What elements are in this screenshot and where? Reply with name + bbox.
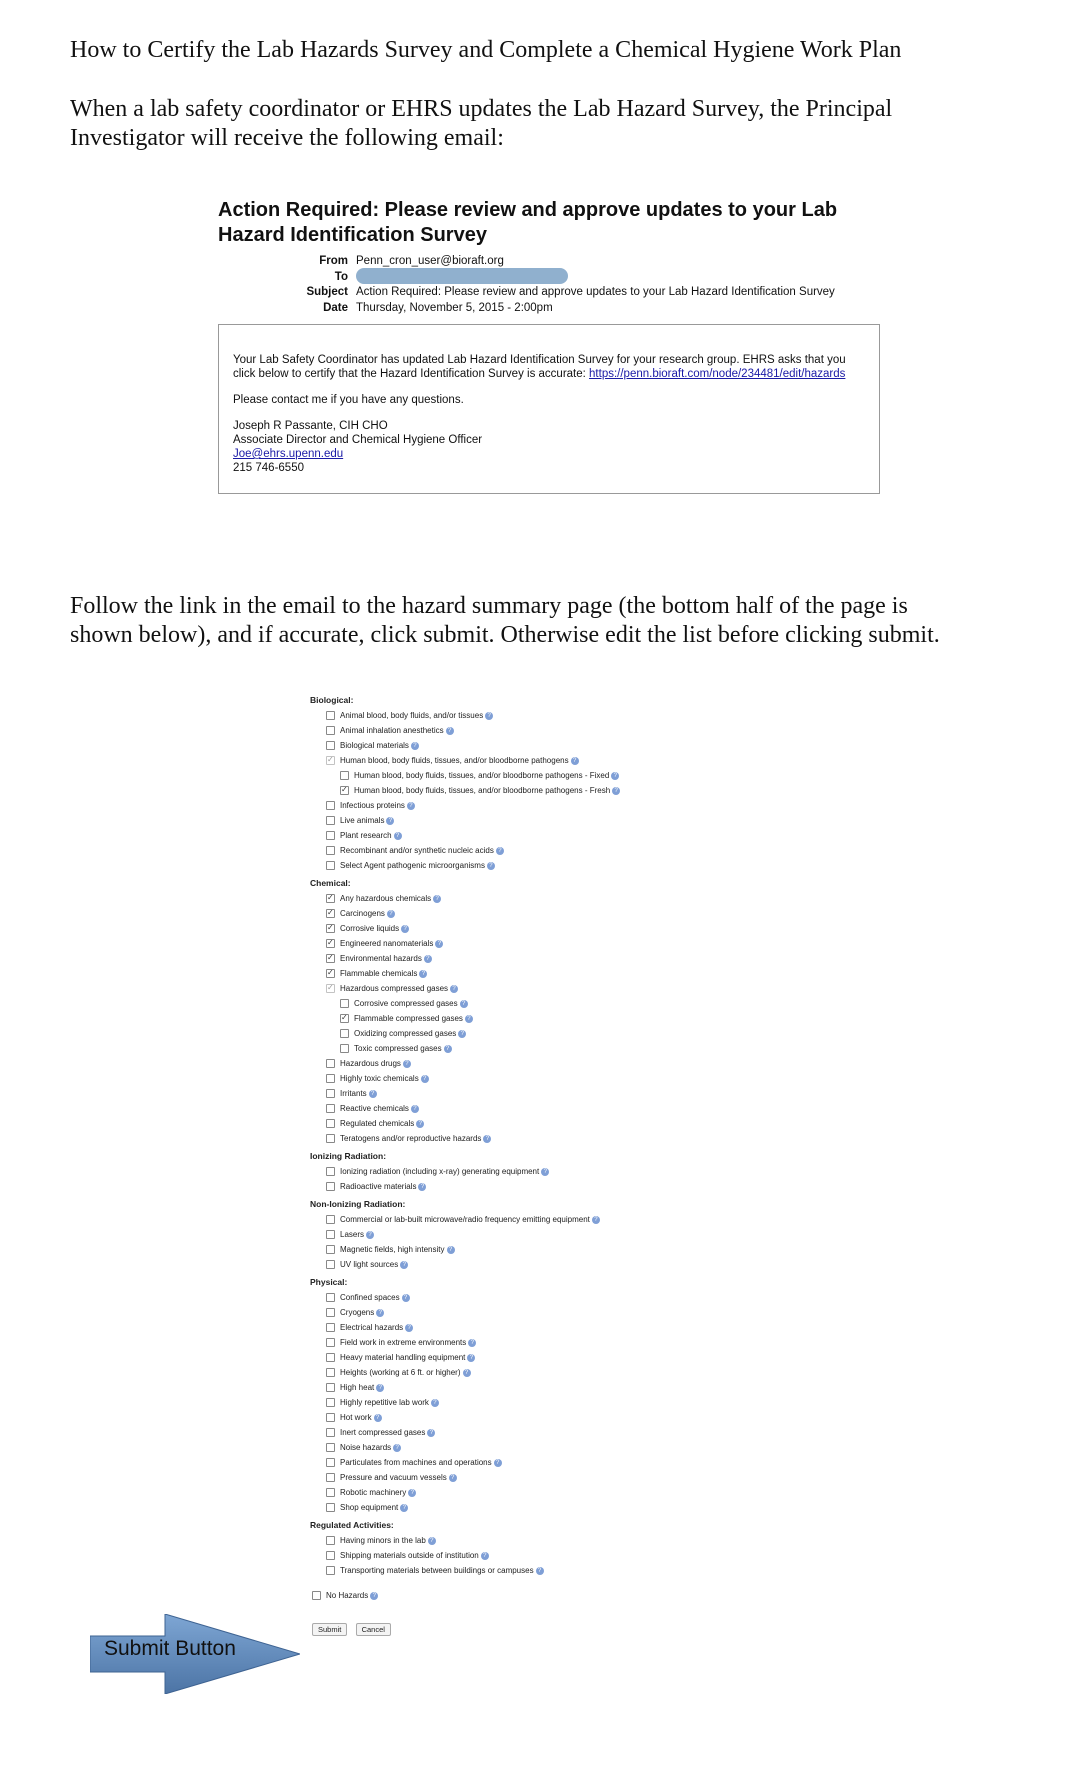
hazard-item[interactable] [310, 708, 810, 723]
hazard-label: Shop equipment [340, 1503, 399, 1512]
help-icon[interactable]: ? [487, 862, 495, 870]
hazard-item[interactable] [310, 1164, 810, 1179]
help-icon[interactable]: ? [496, 847, 504, 855]
help-icon[interactable]: ? [403, 1060, 411, 1068]
hazard-checkbox[interactable] [326, 1230, 335, 1239]
hazard-item[interactable] [310, 1500, 810, 1515]
hazard-label: Biological materials [340, 741, 409, 750]
help-icon[interactable]: ? [370, 1592, 378, 1600]
help-icon[interactable]: ? [427, 1429, 435, 1437]
from-value: Penn_cron_user@bioraft.org [356, 255, 504, 267]
help-icon[interactable]: ? [405, 1324, 413, 1332]
hazard-group-title: Ionizing Radiation: [310, 1151, 387, 1161]
help-icon[interactable]: ? [571, 757, 579, 765]
hazard-label: Environmental hazards [340, 954, 422, 963]
help-icon[interactable]: ? [592, 1216, 600, 1224]
hazard-label: Plant research [340, 831, 392, 840]
help-icon[interactable]: ? [468, 1339, 476, 1347]
hazard-group-title: Chemical: [310, 878, 351, 888]
certify-link[interactable]: https://penn.bioraft.com/node/234481/edit/hazards [589, 368, 846, 381]
help-icon[interactable]: ? [393, 1444, 401, 1452]
hazard-label: Radioactive materials [340, 1182, 417, 1191]
hazard-checkbox[interactable] [326, 1398, 335, 1407]
email-screenshot [218, 198, 918, 494]
hazard-item[interactable] [310, 1290, 810, 1305]
signature [233, 419, 865, 475]
hazard-checkbox[interactable] [326, 1458, 335, 1467]
hazard-item[interactable] [310, 1350, 810, 1365]
help-icon[interactable]: ? [450, 985, 458, 993]
hazard-label: Irritants [340, 1089, 367, 1098]
hazard-label: Any hazardous chemicals [340, 894, 432, 903]
follow-paragraph: Follow the link in the email to the hazard summary page (the bottom half of the page is shown below), and if accurate, click submit. Otherwise edit the list before clicking submit. [70, 593, 940, 648]
hazard-item[interactable] [310, 1101, 810, 1116]
hazard-checkbox[interactable] [326, 831, 335, 840]
hazard-item[interactable] [310, 723, 810, 738]
hazard-checkbox[interactable] [326, 1473, 335, 1482]
hazard-checkbox[interactable] [340, 1014, 349, 1023]
hazard-checkbox[interactable] [340, 771, 349, 780]
help-icon[interactable]: ? [419, 970, 427, 978]
hazard-checkbox[interactable] [326, 1089, 335, 1098]
hazard-label: Infectious proteins [340, 801, 405, 810]
hazard-item[interactable] [310, 858, 810, 873]
hazard-item[interactable] [310, 1041, 810, 1056]
hazard-checkbox[interactable] [326, 894, 335, 903]
help-icon[interactable]: ? [449, 1474, 457, 1482]
hazard-checkbox[interactable] [326, 1119, 335, 1128]
hazard-item[interactable] [310, 1056, 810, 1071]
hazard-checkbox[interactable] [326, 1308, 335, 1317]
help-icon[interactable]: ? [494, 1459, 502, 1467]
hazard-label: Flammable compressed gases [354, 1014, 463, 1023]
hazard-item[interactable] [310, 1563, 810, 1578]
hazard-label: Animal blood, body fluids, and/or tissues [340, 711, 484, 720]
hazard-label: Animal inhalation anesthetics [340, 726, 444, 735]
hazard-label: Heights (working at 6 ft. or higher) [340, 1368, 461, 1377]
hazard-label: Confined spaces [340, 1293, 400, 1302]
hazard-item[interactable] [310, 1026, 810, 1041]
hazard-item[interactable] [310, 1320, 810, 1335]
email-body-paragraph [233, 353, 865, 381]
hazard-label: Engineered nanomaterials [340, 939, 434, 948]
hazard-item[interactable] [310, 1425, 810, 1440]
help-icon[interactable]: ? [411, 1105, 419, 1113]
hazard-checkbox[interactable] [340, 1029, 349, 1038]
document-title: How to Certify the Lab Hazards Survey and Complete a Chemical Hygiene Work Plan [70, 37, 902, 63]
hazard-label: Cryogens [340, 1308, 375, 1317]
help-icon[interactable]: ? [541, 1168, 549, 1176]
help-icon[interactable]: ? [394, 832, 402, 840]
hazard-label: Oxidizing compressed gases [354, 1029, 457, 1038]
hazard-checkbox[interactable] [326, 1104, 335, 1113]
hazard-checkbox[interactable] [326, 1428, 335, 1437]
subject-value: Action Required: Please review and approve updates to your Lab Hazard Identification Survey [356, 286, 835, 299]
hazard-item[interactable] [310, 951, 810, 966]
help-icon[interactable]: ? [485, 712, 493, 720]
help-icon[interactable]: ? [407, 802, 415, 810]
submit-button[interactable]: Submit [312, 1623, 347, 1636]
redacted-recipient [356, 268, 568, 284]
hazard-item[interactable] [310, 843, 810, 858]
help-icon[interactable]: ? [428, 1537, 436, 1545]
hazard-item[interactable] [310, 738, 810, 753]
hazard-checkbox[interactable] [326, 1134, 335, 1143]
hazard-item[interactable] [310, 1212, 810, 1227]
help-icon[interactable]: ? [418, 1183, 426, 1191]
hazard-label: Regulated chemicals [340, 1119, 415, 1128]
hazard-label: Magnetic fields, high intensity [340, 1245, 445, 1254]
help-icon[interactable]: ? [460, 1000, 468, 1008]
contact-line: Please contact me if you have any questions. [233, 394, 464, 407]
hazard-label: Reactive chemicals [340, 1104, 409, 1113]
help-icon[interactable]: ? [444, 1045, 452, 1053]
hazard-label: Noise hazards [340, 1443, 392, 1452]
hazard-checkbox[interactable] [326, 1293, 335, 1302]
hazard-groups [310, 693, 810, 1578]
hazard-checkbox[interactable] [326, 1167, 335, 1176]
from-label: From [319, 255, 348, 267]
hazard-label: Robotic machinery [340, 1488, 407, 1497]
help-icon[interactable]: ? [435, 940, 443, 948]
help-icon[interactable]: ? [467, 1354, 475, 1362]
hazard-label: Lasers [340, 1230, 365, 1239]
hazard-label: Inert compressed gases [340, 1428, 426, 1437]
hazard-item[interactable] [310, 1242, 810, 1257]
sig-title: Associate Director and Chemical Hygiene Officer [233, 434, 483, 447]
help-icon[interactable]: ? [411, 742, 419, 750]
hazard-label: Having minors in the lab [340, 1536, 426, 1545]
hazard-group-title: Non-Ionizing Radiation: [310, 1199, 406, 1209]
subject-label: Subject [306, 286, 348, 299]
help-icon[interactable]: ? [421, 1075, 429, 1083]
help-icon[interactable]: ? [446, 727, 454, 735]
hazard-checkbox[interactable] [326, 741, 335, 750]
help-icon[interactable]: ? [483, 1135, 491, 1143]
hazard-label: Corrosive liquids [340, 924, 400, 933]
no-hazards-label: No Hazards [326, 1591, 369, 1600]
hazard-label: Heavy material handling equipment [340, 1353, 466, 1362]
hazard-label: Electrical hazards [340, 1323, 404, 1332]
hazard-label: Field work in extreme environments [340, 1338, 467, 1347]
help-icon[interactable]: ? [465, 1015, 473, 1023]
cancel-button[interactable]: Cancel [356, 1623, 391, 1636]
help-icon[interactable]: ? [536, 1567, 544, 1575]
hazard-label: Hazardous compressed gases [340, 984, 449, 993]
hazard-survey-form [310, 690, 810, 1636]
email-subject-heading: Action Required: Please review and approve updates to your Lab Hazard Identification Survey [218, 199, 838, 246]
hazard-checkbox[interactable] [326, 801, 335, 810]
help-icon[interactable]: ? [400, 1504, 408, 1512]
help-icon[interactable]: ? [376, 1309, 384, 1317]
help-icon[interactable]: ? [431, 1399, 439, 1407]
hazard-label: Live animals [340, 816, 385, 825]
help-icon[interactable]: ? [401, 925, 409, 933]
hazard-item[interactable] [310, 753, 810, 768]
no-hazards-checkbox[interactable] [312, 1591, 321, 1600]
hazard-label: Hot work [340, 1413, 372, 1422]
hazard-item[interactable] [310, 1470, 810, 1485]
help-icon[interactable]: ? [481, 1552, 489, 1560]
hazard-item[interactable] [310, 1011, 810, 1026]
help-icon[interactable]: ? [612, 787, 620, 795]
hazard-item[interactable] [310, 891, 810, 906]
hazard-item[interactable] [310, 1257, 810, 1272]
hazard-group-title: Biological: [310, 695, 354, 705]
hazard-checkbox[interactable] [326, 1551, 335, 1560]
hazard-item[interactable] [310, 1455, 810, 1470]
help-icon[interactable]: ? [402, 1294, 410, 1302]
hazard-item[interactable] [310, 768, 810, 783]
hazard-checkbox[interactable] [326, 726, 335, 735]
email-body-text: Your Lab Safety Coordinator has updated Lab Hazard Identification Survey for your research group. EHRS asks that you click below to certify that the Hazard Identification Survey is accurate: [233, 354, 846, 381]
help-icon[interactable]: ? [387, 910, 395, 918]
help-icon[interactable]: ? [463, 1369, 471, 1377]
hazard-checkbox[interactable] [326, 1383, 335, 1392]
hazard-item[interactable] [310, 1227, 810, 1242]
hazard-item[interactable] [310, 1440, 810, 1455]
hazard-label: Shipping materials outside of institution [340, 1551, 479, 1560]
hazard-checkbox[interactable] [326, 1353, 335, 1362]
hazard-checkbox[interactable] [326, 1443, 335, 1452]
email-body [218, 324, 880, 494]
email-header-fields [218, 254, 835, 316]
hazard-label: Transporting materials between buildings or campuses [340, 1566, 534, 1575]
hazard-label: Human blood, body fluids, tissues, and/or bloodborne pathogens - Fresh [354, 786, 611, 795]
help-icon[interactable]: ? [447, 1246, 455, 1254]
hazard-checkbox[interactable] [326, 1536, 335, 1545]
hazard-label: Highly toxic chemicals [340, 1074, 419, 1083]
hazard-checkbox[interactable] [326, 1566, 335, 1575]
hazard-item[interactable] [310, 1395, 810, 1410]
help-icon[interactable]: ? [369, 1090, 377, 1098]
hazard-item[interactable] [310, 783, 810, 798]
hazard-item[interactable] [310, 1533, 810, 1548]
hazard-checkbox[interactable] [326, 1059, 335, 1068]
hazard-item[interactable] [310, 936, 810, 951]
hazard-label: Carcinogens [340, 909, 385, 918]
hazard-checkbox[interactable] [340, 1044, 349, 1053]
hazard-item[interactable] [310, 966, 810, 981]
hazard-label: Recombinant and/or synthetic nucleic acids [340, 846, 494, 855]
hazard-label: Human blood, body fluids, tissues, and/or bloodborne pathogens [340, 756, 569, 765]
hazard-checkbox[interactable] [326, 1338, 335, 1347]
hazard-group-title: Physical: [310, 1277, 348, 1287]
hazard-label: High heat [340, 1383, 375, 1392]
hazard-label: Pressure and vacuum vessels [340, 1473, 447, 1482]
hazard-checkbox[interactable] [326, 984, 335, 993]
hazard-checkbox[interactable] [326, 909, 335, 918]
hazard-label: Particulates from machines and operations [340, 1458, 492, 1467]
help-icon[interactable]: ? [376, 1384, 384, 1392]
hazard-checkbox[interactable] [326, 861, 335, 870]
hazard-item[interactable] [310, 1365, 810, 1380]
help-icon[interactable]: ? [386, 817, 394, 825]
help-icon[interactable]: ? [366, 1231, 374, 1239]
date-label: Date [323, 301, 348, 314]
hazard-checkbox[interactable] [326, 711, 335, 720]
hazard-label: Highly repetitive lab work [340, 1398, 429, 1407]
hazard-checkbox[interactable] [326, 1323, 335, 1332]
form-buttons [310, 1623, 810, 1636]
hazard-item[interactable] [310, 1485, 810, 1500]
hazard-checkbox[interactable] [326, 1074, 335, 1083]
hazard-item[interactable] [310, 813, 810, 828]
hazard-checkbox[interactable] [326, 1368, 335, 1377]
hazard-item[interactable] [310, 1305, 810, 1320]
hazard-checkbox[interactable] [326, 1488, 335, 1497]
hazard-checkbox[interactable] [326, 1413, 335, 1422]
hazard-checkbox[interactable] [326, 969, 335, 978]
hazard-checkbox[interactable] [326, 924, 335, 933]
hazard-checkbox[interactable] [326, 1260, 335, 1269]
hazard-checkbox[interactable] [326, 816, 335, 825]
hazard-label: Select Agent pathogenic microorganisms [340, 861, 485, 870]
hazard-item[interactable] [310, 798, 810, 813]
hazard-label: Commercial or lab-built microwave/radio frequency emitting equipment [340, 1215, 590, 1224]
hazard-item[interactable] [310, 1116, 810, 1131]
help-icon[interactable]: ? [408, 1489, 416, 1497]
hazard-checkbox[interactable] [340, 786, 349, 795]
hazard-item[interactable] [310, 1410, 810, 1425]
help-icon[interactable]: ? [374, 1414, 382, 1422]
sig-name: Joseph R Passante, CIH CHO [233, 420, 388, 433]
no-hazards-row[interactable] [310, 1588, 810, 1603]
date-value: Thursday, November 5, 2015 - 2:00pm [356, 301, 553, 314]
hazard-item[interactable] [310, 996, 810, 1011]
help-icon[interactable]: ? [458, 1030, 466, 1038]
hazard-label: Toxic compressed gases [354, 1044, 442, 1053]
hazard-checkbox[interactable] [326, 939, 335, 948]
hazard-label: Human blood, body fluids, tissues, and/or bloodborne pathogens - Fixed [354, 771, 610, 780]
sig-email-link[interactable]: Joe@ehrs.upenn.edu [233, 448, 344, 461]
intro-paragraph: When a lab safety coordinator or EHRS updates the Lab Hazard Survey, the Principal Investigator will receive the following email: [70, 96, 893, 151]
hazard-checkbox[interactable] [326, 846, 335, 855]
hazard-item[interactable] [310, 1179, 810, 1194]
hazard-checkbox[interactable] [326, 1503, 335, 1512]
help-icon[interactable]: ? [400, 1261, 408, 1269]
hazard-label: Flammable chemicals [340, 969, 418, 978]
hazard-item[interactable] [310, 828, 810, 843]
hazard-item[interactable] [310, 1335, 810, 1350]
help-icon[interactable]: ? [611, 772, 619, 780]
hazard-label: Corrosive compressed gases [354, 999, 458, 1008]
hazard-item[interactable] [310, 906, 810, 921]
hazard-item[interactable] [310, 981, 810, 996]
hazard-checkbox[interactable] [326, 954, 335, 963]
hazard-checkbox[interactable] [326, 1215, 335, 1224]
hazard-group-title: Regulated Activities: [310, 1520, 394, 1530]
help-icon[interactable]: ? [433, 895, 441, 903]
hazard-item[interactable] [310, 1131, 810, 1146]
hazard-label: Teratogens and/or reproductive hazards [340, 1134, 482, 1143]
help-icon[interactable]: ? [416, 1120, 424, 1128]
hazard-label: Ionizing radiation (including x-ray) generating equipment [340, 1167, 540, 1176]
hazard-checkbox[interactable] [340, 999, 349, 1008]
hazard-label: Hazardous drugs [340, 1059, 401, 1068]
submit-callout-label: Submit Button [104, 1637, 236, 1660]
hazard-checkbox[interactable] [326, 1182, 335, 1191]
hazard-item[interactable] [310, 921, 810, 936]
hazard-item[interactable] [310, 1380, 810, 1395]
hazard-item[interactable] [310, 1548, 810, 1563]
hazard-label: UV light sources [340, 1260, 399, 1269]
hazard-item[interactable] [310, 1071, 810, 1086]
help-icon[interactable]: ? [424, 955, 432, 963]
sig-phone: 215 746-6550 [233, 462, 304, 475]
hazard-item[interactable] [310, 1086, 810, 1101]
to-label: To [334, 270, 348, 283]
hazard-checkbox[interactable] [326, 1245, 335, 1254]
hazard-checkbox[interactable] [326, 756, 335, 765]
